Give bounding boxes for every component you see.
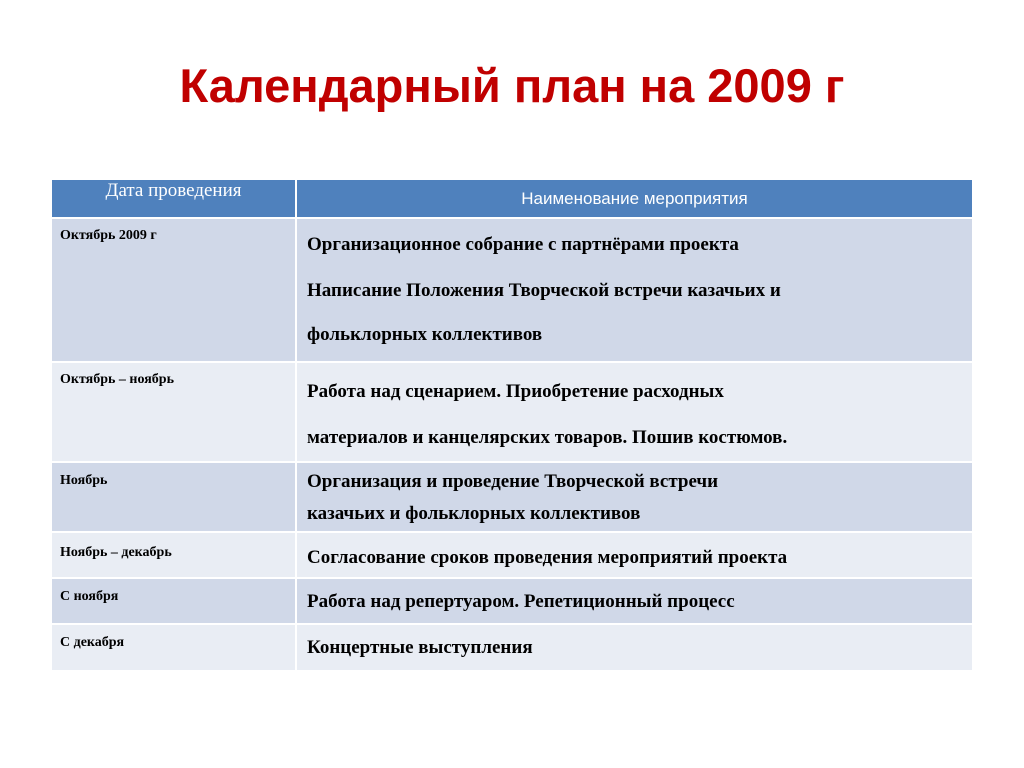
- row-date: Ноябрь – декабрь: [52, 532, 296, 578]
- slide-title: Календарный план на 2009 г: [179, 59, 845, 112]
- schedule-table: [52, 180, 972, 670]
- table-row: [52, 462, 972, 532]
- event-line: Работа над репертуаром. Репетиционный процесс: [307, 591, 735, 612]
- row-event: [296, 362, 972, 462]
- table-row: [52, 624, 972, 670]
- row-date: С ноября: [52, 578, 296, 624]
- event-line: Работа над сценарием. Приобретение расходных: [307, 381, 724, 402]
- row-event: [296, 624, 972, 670]
- row-date: Октябрь 2009 г: [52, 218, 296, 362]
- table-row: [52, 362, 972, 462]
- event-line: Написание Положения Творческой встречи казачьих и: [307, 280, 781, 301]
- event-line: Концертные выступления: [307, 637, 533, 658]
- row-event: [296, 218, 972, 362]
- header-date: Дата проведения: [52, 180, 296, 218]
- event-line: казачьих и фольклорных коллективов: [307, 503, 641, 524]
- event-line: Организация и проведение Творческой встречи: [307, 471, 719, 492]
- row-event: [296, 532, 972, 578]
- table-row: [52, 218, 972, 362]
- table-row: [52, 532, 972, 578]
- header-event: Наименование мероприятия: [296, 180, 972, 218]
- event-line: материалов и канцелярских товаров. Пошив костюмов.: [307, 427, 788, 448]
- row-date: Октябрь – ноябрь: [52, 362, 296, 462]
- row-event: [296, 578, 972, 624]
- event-line: фольклорных коллективов: [307, 324, 543, 345]
- event-line: Согласование сроков проведения мероприятий проекта: [307, 547, 788, 568]
- row-date: Ноябрь: [52, 462, 296, 532]
- row-event: [296, 462, 972, 532]
- table-row: [52, 578, 972, 624]
- event-line: Организационное собрание с партнёрами проекта: [307, 234, 739, 255]
- row-date: С декабря: [52, 624, 296, 670]
- table-header-row: [52, 180, 972, 218]
